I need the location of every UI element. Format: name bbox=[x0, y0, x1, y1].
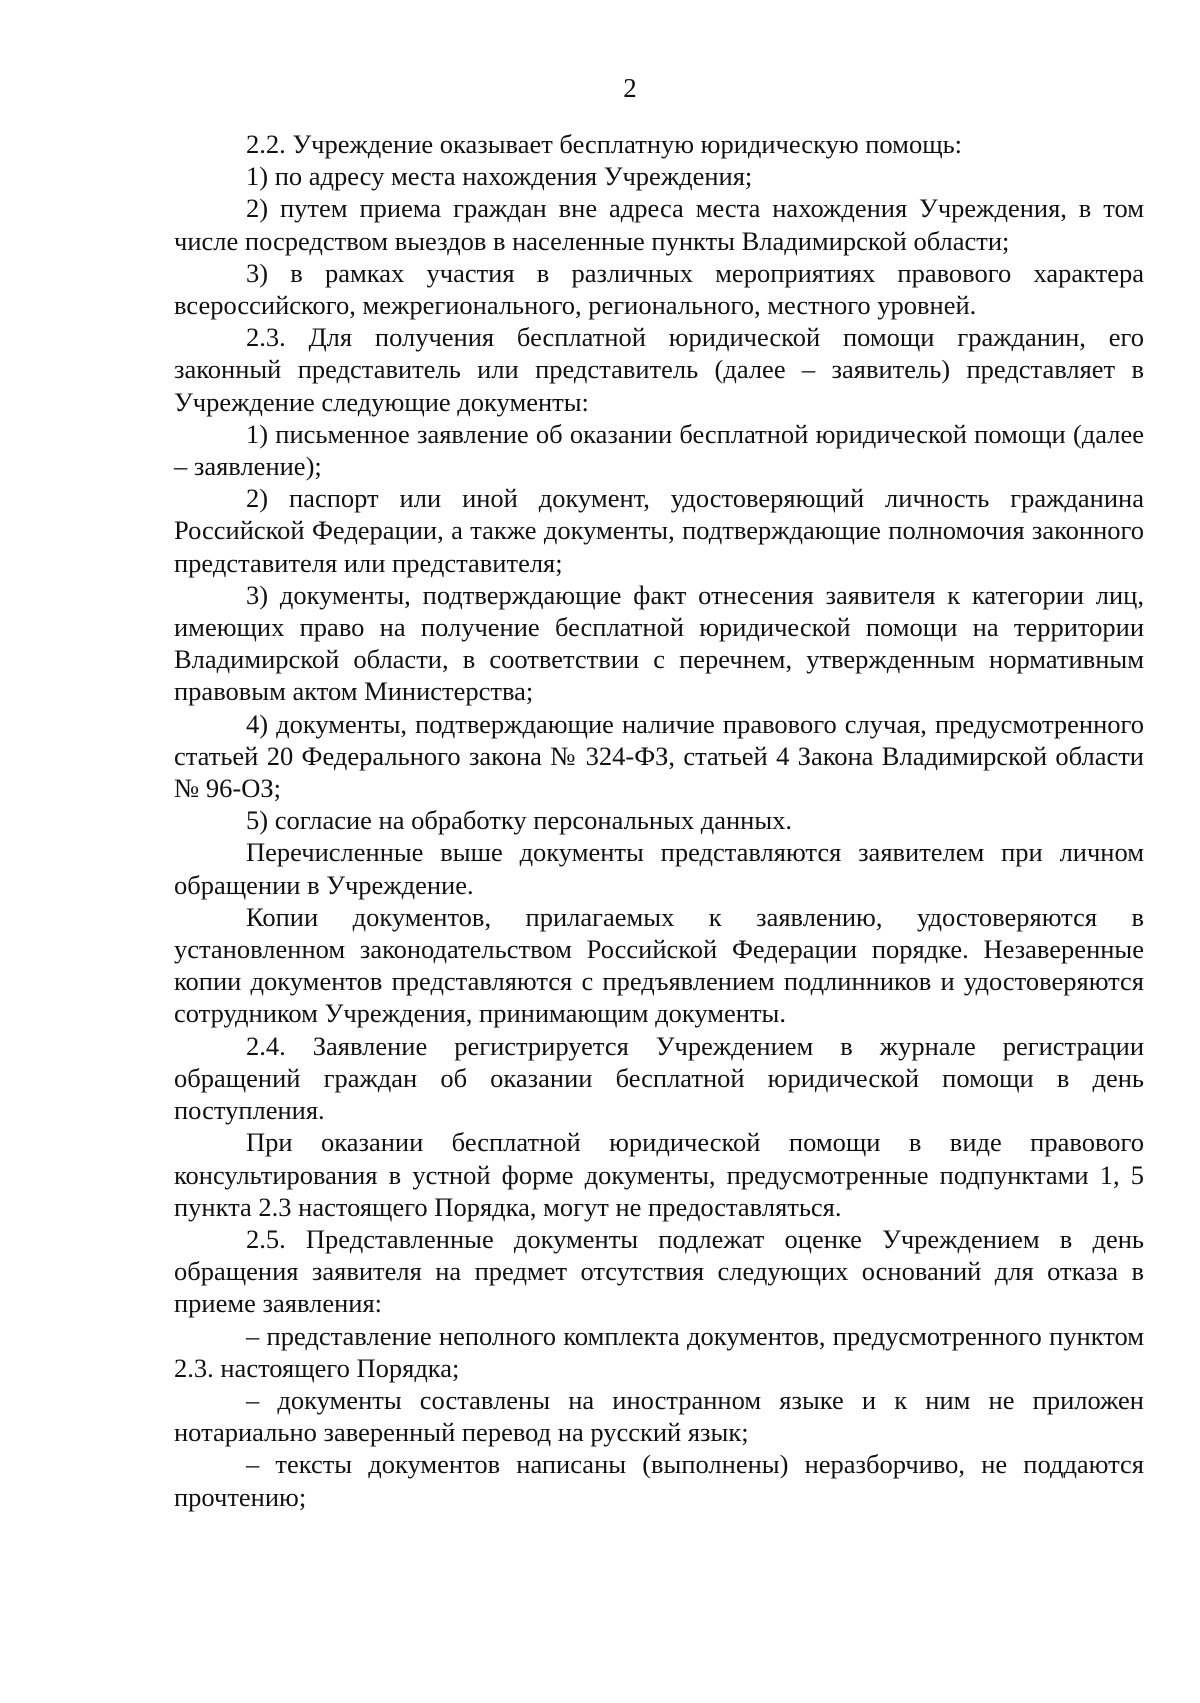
paragraph-2-2-item-3: 3) в рамках участия в различных мероприятиях правового характера всероссийского, межрегионального, регионального, местного уровней. bbox=[174, 257, 1144, 321]
paragraph-2-3-item-3: 3) документы, подтверждающие факт отнесения заявителя к категории лиц, имеющих право на получение бесплатной юридической помощи на территории Владимирской области, в соответствии с перечнем, утвержденным нормативным правовым актом Министерства; bbox=[174, 579, 1144, 707]
paragraph-2-3-item-1: 1) письменное заявление об оказании бесплатной юридической помощи (далее – заявление); bbox=[174, 418, 1144, 482]
paragraph-2-3: 2.3. Для получения бесплатной юридической помощи гражданин, его законный представитель или представитель (далее – заявитель) представляет в Учреждение следующие документы: bbox=[174, 322, 1144, 417]
paragraph-2-3-item-2: 2) паспорт или иной документ, удостоверяющий личность гражданина Российской Федерации, а также документы, подтверждающие полномочия законного представителя или представителя; bbox=[174, 483, 1144, 578]
paragraph-2-4: 2.4. Заявление регистрируется Учреждением в журнале регистрации обращений граждан об оказании бесплатной юридической помощи в день поступления. bbox=[174, 1030, 1144, 1126]
paragraph-2-5: 2.5. Представленные документы подлежат оценке Учреждением в день обращения заявителя на предмет отсутствия следующих оснований для отказа в приеме заявления: bbox=[174, 1223, 1144, 1319]
document-body bbox=[174, 128, 1144, 1513]
page-number: 2 bbox=[623, 73, 637, 103]
paragraph-2-3-item-5: 5) согласие на обработку персональных данных. bbox=[246, 805, 793, 836]
paragraph-2-5-reason-1: – представление неполного комплекта документов, предусмотренного пунктом 2.3. настоящего Порядка; bbox=[174, 1320, 1144, 1383]
paragraph-2-3-item-4: 4) документы, подтверждающие наличие правового случая, предусмотренного статьей 20 Федерального закона № 324-ФЗ, статьей 4 Закона Владимирской области № 96-ОЗ; bbox=[174, 708, 1144, 804]
paragraph-2-2-item-2: 2) путем приема граждан вне адреса места нахождения Учреждения, в том числе посредством выездов в населенные пункты Владимирской области; bbox=[174, 193, 1144, 256]
paragraph-copies-certification: Копии документов, прилагаемых к заявлению, удостоверяются в установленном законодательством Российской Федерации порядке. Незаверенные копии документов представляются с предъявлением подлинников и удостоверяются сотрудником Учреждения, принимающим документы. bbox=[174, 901, 1144, 1029]
paragraph-2-5-reason-2: – документы составлены на иностранном языке и к ним не приложен нотариально заверенный перевод на русский язык; bbox=[174, 1384, 1144, 1448]
paragraph-2-5-reason-3: – тексты документов написаны (выполнены) неразборчиво, не поддаются прочтению; bbox=[174, 1449, 1144, 1512]
paragraph-documents-submission: Перечисленные выше документы представляются заявителем при личном обращении в Учреждение. bbox=[174, 837, 1144, 900]
paragraph-oral-consultation: При оказании бесплатной юридической помощи в виде правового консультирования в устной форме документы, предусмотренные подпунктами 1, 5 пункта 2.3 настоящего Порядка, могут не предоставляться. bbox=[174, 1127, 1144, 1222]
paragraph-2-2: 2.2. Учреждение оказывает бесплатную юридическую помощь: bbox=[246, 129, 963, 159]
paragraph-2-2-item-1: 1) по адресу места нахождения Учреждения; bbox=[246, 161, 753, 192]
